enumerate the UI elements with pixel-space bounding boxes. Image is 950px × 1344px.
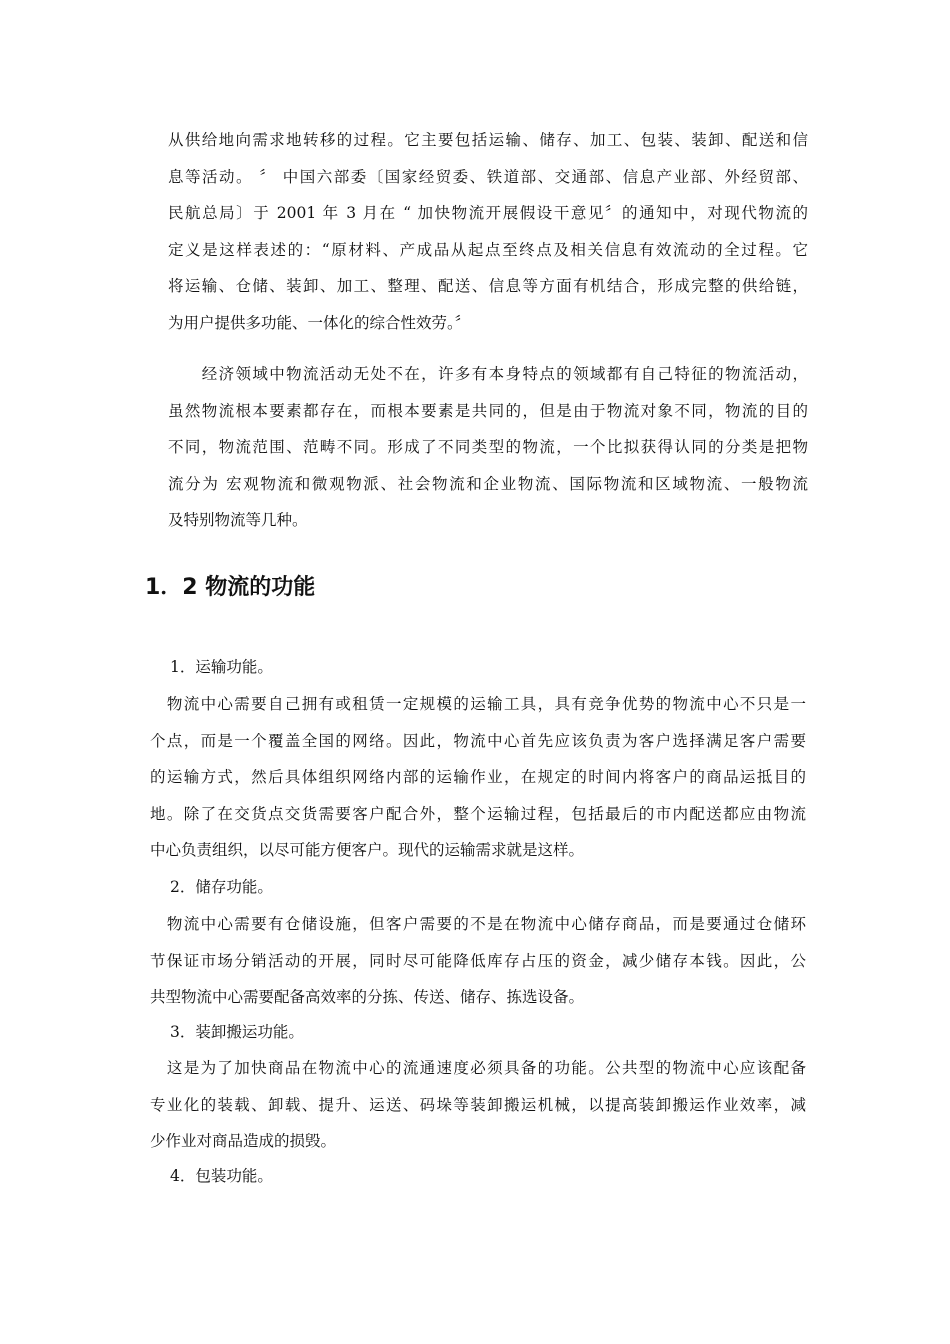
text-line: 从供给地向需求地转移的过程。它主要包括运输、储存、加工、包装、装卸、配送和信 — [168, 131, 808, 149]
text-line: 将运输、仓储、装卸、加工、整理、配送、信息等方面有机结合，形成完整的供给链， — [168, 277, 808, 296]
text-line: 为用户提供多功能、一体化的综合性效劳。〞 — [168, 313, 471, 332]
text-line: 物流中心需要有仓储设施，但客户需要的不是在物流中心储存商品，而是要通过仓储环 — [150, 915, 806, 933]
item-title-transport: 1．运输功能。 — [170, 658, 273, 676]
text-line: 物流中心需要自己拥有或租赁一定规模的运输工具，具有竞争优势的物流中心不只是一 — [150, 695, 806, 713]
text-line: 中心负责组织，以尽可能方便客户。现代的运输需求就是这样。 — [150, 841, 585, 860]
paragraph-logistics-types — [168, 356, 808, 539]
text-line: 的运输方式，然后具体组织网络内部的运输作业，在规定的时间内将客户的商品运抵目的 — [150, 768, 806, 787]
paragraph-logistics-definition — [168, 122, 808, 342]
text-line: 定义是这样表述的：“原材料、产成品从起点至终点及相关信息有效流动的全过程。它 — [168, 240, 808, 259]
item-title-handling: 3．装卸搬运功能。 — [170, 1023, 304, 1041]
text-line: 节保证市场分销活动的开展，同时尽可能降低库存占压的资金，减少储存本钱。因此，公 — [150, 951, 806, 970]
text-line: 个点，而是一个覆盖全国的网络。因此，物流中心首先应该负责为客户选择满足客户需要 — [150, 731, 806, 750]
text-line: 不同，物流范围、范畴不同。形成了不同类型的物流，一个比拟获得认同的分类是把物 — [168, 438, 808, 457]
item-body-transport — [150, 686, 806, 869]
item-title-storage: 2．储存功能。 — [170, 878, 273, 896]
text-line: 专业化的装载、卸载、提升、运送、码垛等装卸搬运机械，以提高装卸搬运作业效率，减 — [150, 1095, 806, 1114]
text-line: 地。除了在交货点交货需要客户配合外，整个运输过程，包括最后的市内配送都应由物流 — [150, 804, 806, 823]
item-body-storage — [150, 906, 806, 1016]
text-line: 虽然物流根本要素都存在，而根本要素是共同的，但是由于物流对象不同，物流的目的 — [168, 401, 808, 420]
text-line: 民航总局〕于 2001 年 3 月在 “ 加快物流开展假设干意见〞的通知中，对现代物流的 — [168, 204, 808, 223]
text-line: 及特别物流等几种。 — [168, 511, 308, 530]
item-body-handling — [150, 1050, 806, 1160]
text-line: 经济领域中物流活动无处不在，许多有本身特点的领域都有自己特征的物流活动， — [168, 365, 808, 383]
text-line: 流分为 宏观物流和微观物派、社会物流和企业物流、国际物流和区域物流、一般物流 — [168, 474, 808, 493]
item-title-packaging: 4．包装功能。 — [170, 1167, 273, 1185]
text-line: 共型物流中心需要配备高效率的分拣、传送、储存、拣选设备。 — [150, 988, 585, 1007]
text-line: 这是为了加快商品在物流中心的流通速度必须具备的功能。公共型的物流中心应该配备 — [150, 1059, 806, 1077]
section-heading: 1．2 物流的功能 — [145, 575, 316, 600]
text-line: 少作业对商品造成的损毁。 — [150, 1132, 337, 1151]
text-line: 息等活动。 〞 中国六部委〔国家经贸委、铁道部、交通部、信息产业部、外经贸部、 — [168, 167, 808, 186]
